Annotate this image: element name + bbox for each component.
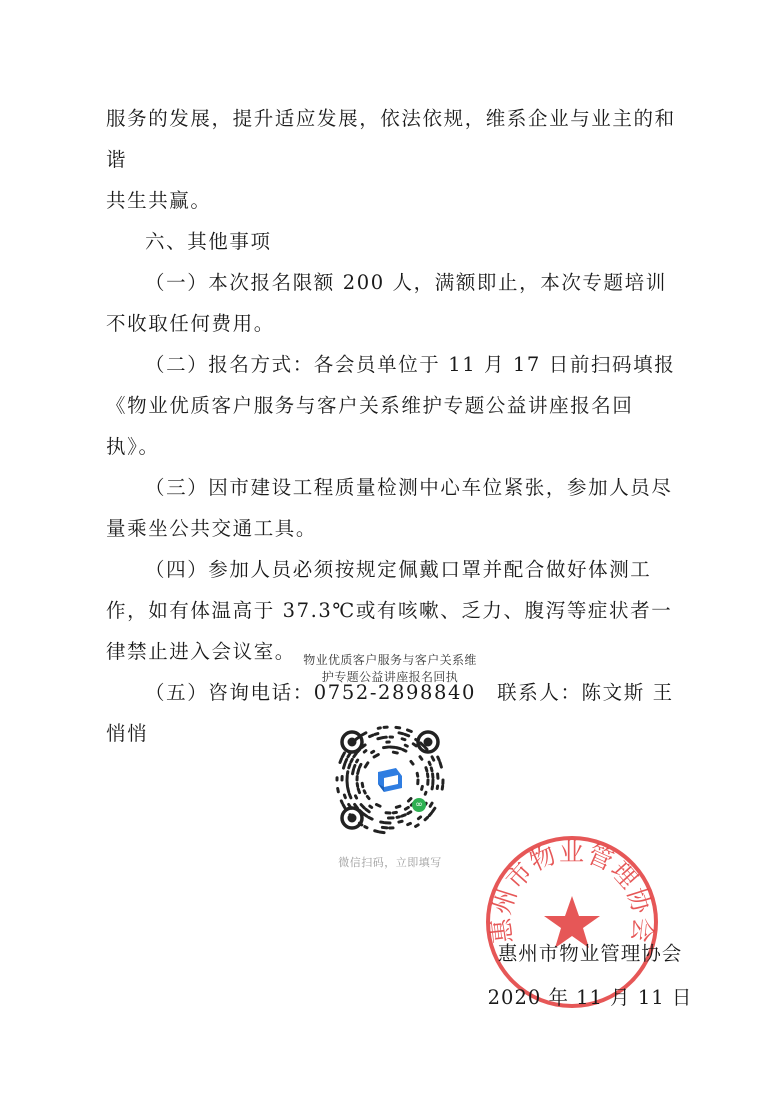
qr-code-module <box>417 773 418 776</box>
qr-code-module <box>345 759 346 762</box>
qr-code-module <box>365 827 367 828</box>
item-registration: （二）报名方式：各会员单位于 11 月 17 日前扫码填报《物业优质客户服务与客户关系维护专题公益讲座报名回执》。 <box>106 353 676 458</box>
item-health-check: （四）参加人员必须按规定佩戴口罩并配合做好体测工作，如有体温高于 37.3℃或有咳嗽、乏力、腹泻等症状者一律禁止进入会议室。 <box>106 558 673 663</box>
qr-code-module <box>416 825 419 827</box>
qr-card <box>270 652 510 872</box>
qr-code-module <box>382 827 387 828</box>
qr-title-line-2: 护专题公益讲座报名回执 <box>321 670 459 684</box>
qr-code-module <box>349 794 351 798</box>
qr-code-module <box>358 769 359 773</box>
qr-code-module <box>355 796 356 798</box>
signature-block <box>470 932 710 1020</box>
qr-code-module <box>370 806 372 807</box>
qr-code-module <box>338 788 339 791</box>
qr-caption: 微信扫码，立即填写 <box>338 856 442 869</box>
qr-finder-dot <box>348 814 357 823</box>
qr-code-module <box>358 789 359 793</box>
qr-code-module <box>384 747 389 748</box>
qr-code-module <box>425 792 426 794</box>
qr-code-module <box>405 807 408 809</box>
qr-code-module <box>399 733 403 734</box>
qr-code-module <box>426 768 427 771</box>
qr-code-module <box>405 734 409 735</box>
mini-program-icon: ∞ <box>412 798 426 812</box>
qr-code-module <box>438 757 439 760</box>
qr-code-module <box>343 805 345 808</box>
qr-code-module <box>364 751 366 752</box>
qr-code-module <box>420 757 422 760</box>
qr-code-module <box>440 762 441 767</box>
qr-code-module <box>357 760 358 762</box>
qr-code-module <box>372 751 374 752</box>
qr-code-module <box>369 817 373 819</box>
qr-code-module <box>380 832 384 833</box>
qr-code-module <box>370 735 373 736</box>
qr-finder-dot <box>424 738 433 747</box>
qr-code-module <box>375 831 379 832</box>
qr-code-module <box>402 739 405 740</box>
qr-code-module <box>342 753 344 757</box>
qr-code-module <box>348 787 349 792</box>
section-heading: 六、其他事项 <box>145 230 272 253</box>
qr-code-module <box>375 734 378 735</box>
qr-code-module <box>397 817 399 818</box>
qr-code-module <box>430 803 432 806</box>
qr-code-module <box>418 817 420 819</box>
qr-code-module <box>354 753 357 757</box>
qr-code-module <box>396 727 400 728</box>
qr-code-module <box>432 808 434 812</box>
qr-code-module <box>431 768 432 771</box>
signature-date: 2020 年 11 月 11 日 <box>487 986 693 1009</box>
qr-code-module <box>421 743 425 746</box>
qr-finder-dot <box>348 738 357 747</box>
qr-title-line-1: 物业优质客户服务与客户关系维 <box>303 653 477 667</box>
item-contact: （五）咨询电话：0752-2898840 联系人：陈文斯 王悄悄 <box>106 681 674 745</box>
mini-program-code[interactable] <box>330 720 450 840</box>
qr-code-module <box>408 812 411 814</box>
qr-code-module <box>381 822 384 823</box>
qr-code-module <box>405 745 407 746</box>
qr-code-module <box>376 805 380 807</box>
qr-code-module <box>422 786 423 789</box>
qr-code-module <box>378 738 383 739</box>
qr-code-module <box>361 805 364 808</box>
qr-code-module <box>354 765 355 767</box>
item-transport: （三）因市建设工程质量检测中心车位紧张，参加人员尽量乘坐公共交通工具。 <box>106 476 673 540</box>
qr-code-module <box>344 764 345 768</box>
qr-code-module <box>402 815 406 816</box>
qr-code-module <box>425 747 427 749</box>
qr-code-module <box>348 753 350 757</box>
qr-code-module <box>344 795 345 798</box>
qr-code-module <box>393 752 397 753</box>
continuation-line-2: 共生共赢。 <box>106 189 212 212</box>
qr-code-module <box>408 730 412 732</box>
qr-code-module <box>429 813 431 816</box>
qr-code-module <box>429 762 430 764</box>
qr-code-module <box>425 817 427 819</box>
qr-code-module <box>349 764 350 767</box>
qr-code-module <box>340 759 341 763</box>
qr-code-module <box>362 733 366 735</box>
qr-code-module <box>413 744 416 746</box>
continuation-line-1: 服务的发展，提升适应发展，依法依规，维系企业与业主的和谐 <box>106 107 676 171</box>
qr-code-module <box>366 809 369 811</box>
qr-code-module <box>403 750 406 752</box>
qr-code-module <box>351 759 352 762</box>
signature-organization: 惠州市物业管理协会 <box>497 942 683 965</box>
seal-text: 惠州市物业管理协会 <box>486 837 658 945</box>
qr-code-module <box>360 764 361 767</box>
qr-code-module <box>399 821 402 822</box>
qr-code-module <box>396 748 400 749</box>
qr-code-module <box>396 806 400 807</box>
qr-code-module <box>432 757 434 760</box>
qr-code-module <box>341 801 342 803</box>
qr-code-module <box>362 783 363 786</box>
document-logo-icon <box>366 756 414 804</box>
item-quota: （一）本次报名限额 200 人，满额即止，本次专题培训不收取任何费用。 <box>106 271 667 335</box>
qr-code-module <box>353 769 354 773</box>
qr-code-module <box>408 823 411 824</box>
qr-logo <box>366 756 414 804</box>
